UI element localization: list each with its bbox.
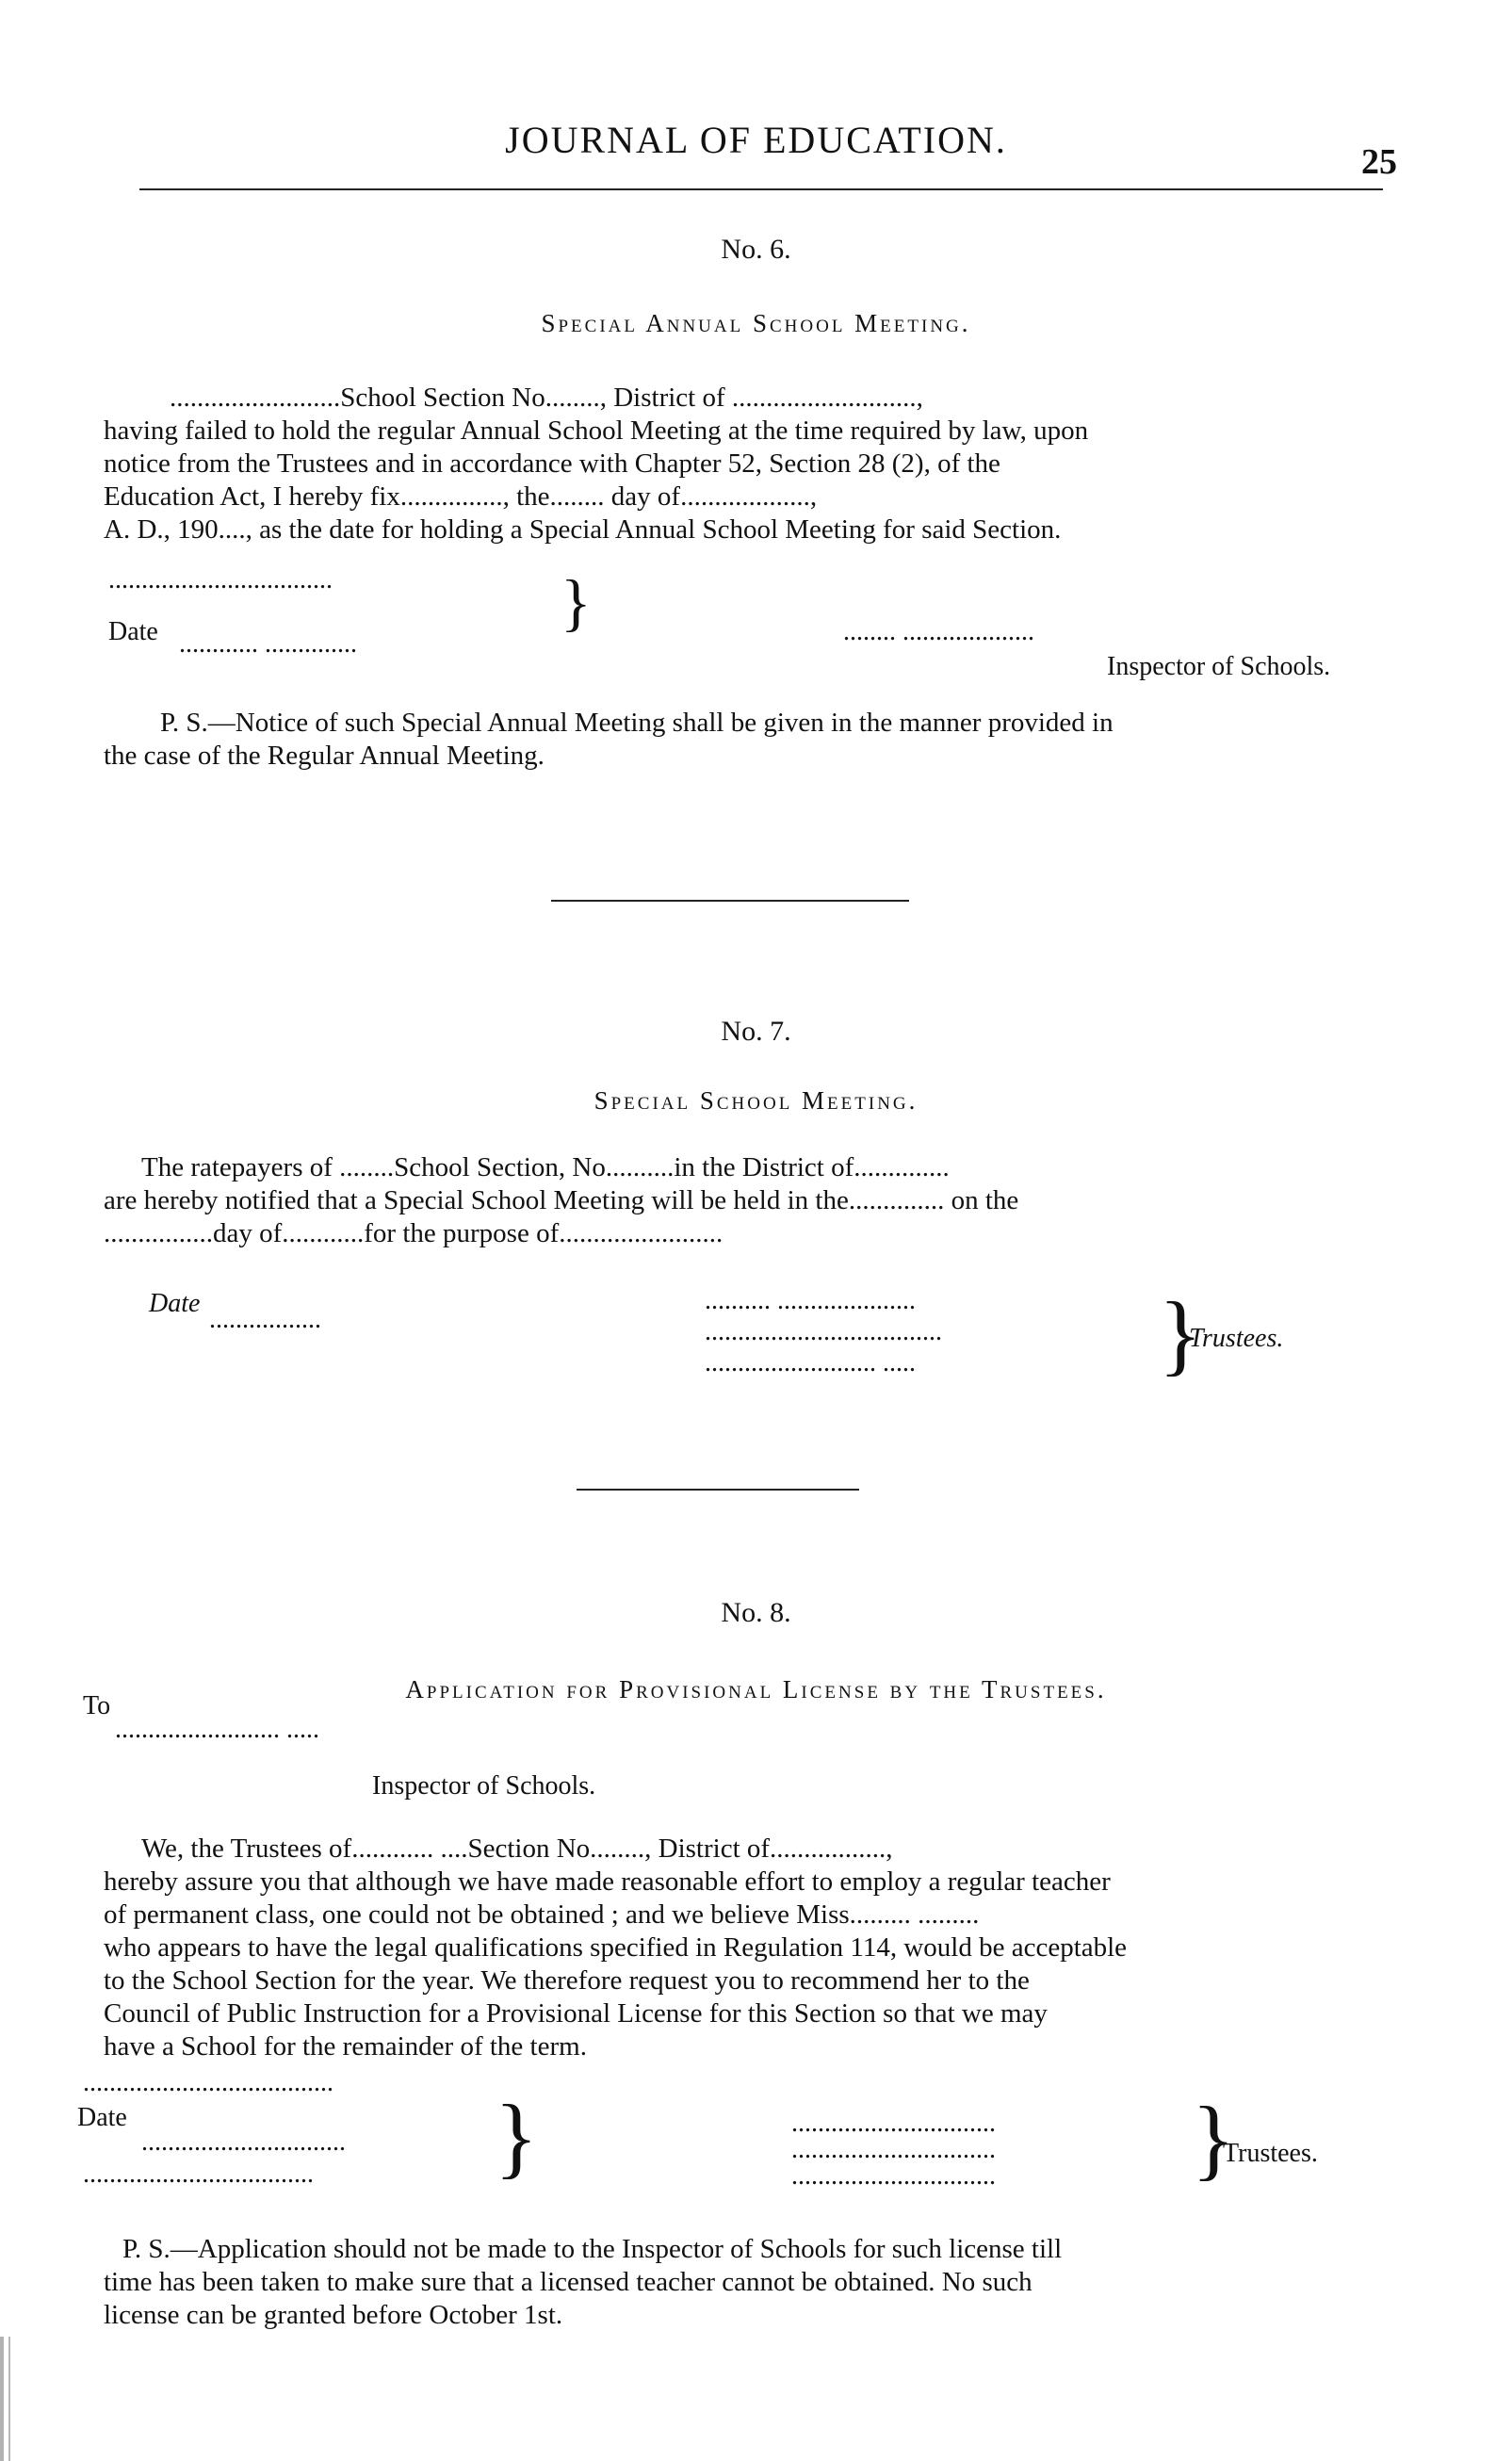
form-8-date-dots: ............................... <box>141 2127 346 2157</box>
journal-title: JOURNAL OF EDUCATION. <box>505 119 1007 161</box>
form-7-trustees-label: Trustees. <box>1189 1324 1284 1353</box>
section-divider <box>577 1489 859 1491</box>
form-8-to-dots: ......................... ..... <box>115 1715 319 1744</box>
form-8-date-label: Date <box>77 2103 127 2132</box>
form-7-trustee-dots-3: .......................... ..... <box>705 1348 916 1377</box>
form-8-trustee-dots-2: ............................... <box>791 2135 996 2164</box>
form-6-brace: } <box>561 566 592 638</box>
form-6-inspector-label: Inspector of Schools. <box>1107 652 1331 681</box>
form-8-trustees-label: Trustees. <box>1223 2139 1318 2168</box>
form-8-ps-line-3: license can be granted before October 1st. <box>104 2300 563 2330</box>
form-7-trustee-dots-1: .......... ..................... <box>705 1286 916 1315</box>
form-8-line-2: hereby assure you that although we have made reasonable effort to employ a regular teacher <box>104 1866 1111 1897</box>
form-6-number: No. 6. <box>721 234 791 265</box>
page-number: 25 <box>1361 142 1397 182</box>
page-edge-scan-mark <box>0 2337 66 2461</box>
form-6-line-3: notice from the Trustees and in accordance with Chapter 52, Section 28 (2), of the <box>104 448 1000 479</box>
form-8-line-4: who appears to have the legal qualifications specified in Regulation 114, would be acceptable <box>104 1932 1128 1963</box>
form-7-number: No. 7. <box>721 1016 791 1047</box>
form-8-number: No. 8. <box>721 1597 791 1628</box>
form-6-ps-line-1: P. S.—Notice of such Special Annual Meeting shall be given in the manner provided in <box>160 708 1114 738</box>
form-7-trustees-brace: } <box>1159 1283 1203 1384</box>
form-6-date-dots: ............ .............. <box>179 629 357 659</box>
form-8-title: Application for Provisional License by the Trustees. <box>405 1675 1107 1703</box>
form-8-left-brace: } <box>495 2086 539 2187</box>
form-8-line-1: We, the Trustees of............ ....Section No........, District of................., <box>141 1834 893 1864</box>
section-divider <box>551 900 909 902</box>
form-8-signature-dots: ...................................... <box>83 2068 333 2097</box>
form-8-trustee-dots-1: ............................... <box>791 2109 996 2138</box>
form-6-title: Special Annual School Meeting. <box>541 309 971 337</box>
form-6-date-label: Date <box>108 617 158 646</box>
form-7-line-3: ................day of............for the purpose of........................ <box>104 1218 723 1248</box>
form-8-trustees-brace: } <box>1192 2088 1236 2189</box>
form-7-title: Special School Meeting. <box>593 1086 919 1115</box>
form-8-inspector-label: Inspector of Schools. <box>372 1771 596 1801</box>
form-8-signature-dots-3: ................................... <box>83 2159 314 2189</box>
form-7-trustee-dots-2: .................................... <box>705 1317 942 1346</box>
form-6-inspector-dots: ........ .................... <box>843 617 1034 646</box>
form-7-line-2: are hereby notified that a Special School Meeting will be held in the.............. on the <box>104 1185 1019 1215</box>
header-rule <box>139 188 1383 190</box>
form-6-ps-line-2: the case of the Regular Annual Meeting. <box>104 741 545 771</box>
form-7-line-1: The ratepayers of ........School Section, No..........in the District of.............. <box>141 1152 950 1182</box>
form-8-line-3: of permanent class, one could not be obtained ; and we believe Miss......... ......... <box>104 1899 980 1930</box>
form-6-signature-dots: .................................. <box>108 565 333 595</box>
form-8-to-label: To <box>83 1691 111 1720</box>
form-8-trustee-dots-3: ............................... <box>791 2161 996 2191</box>
form-6-line-2: having failed to hold the regular Annual School Meeting at the time required by law, upon <box>104 416 1089 446</box>
form-8-line-7: have a School for the remainder of the term. <box>104 2031 587 2062</box>
form-7-date-dots: ................. <box>209 1305 321 1334</box>
form-6-line-1: .........................School Section No........, District of ..........................., <box>170 383 923 413</box>
form-8-line-5: to the School Section for the year. We therefore request you to recommend her to the <box>104 1965 1030 1996</box>
form-6-line-5: A. D., 190...., as the date for holding a Special Annual School Meeting for said Section. <box>104 514 1062 545</box>
form-8-ps-line-2: time has been taken to make sure that a licensed teacher cannot be obtained. No such <box>104 2267 1032 2297</box>
form-6-line-4: Education Act, I hereby fix..............., the........ day of..................., <box>104 481 818 512</box>
form-8-line-6: Council of Public Instruction for a Provisional License for this Section so that we may <box>104 1998 1048 2029</box>
form-7-date-label: Date <box>149 1289 201 1318</box>
form-8-ps-line-1: P. S.—Application should not be made to the Inspector of Schools for such license till <box>122 2234 1063 2264</box>
